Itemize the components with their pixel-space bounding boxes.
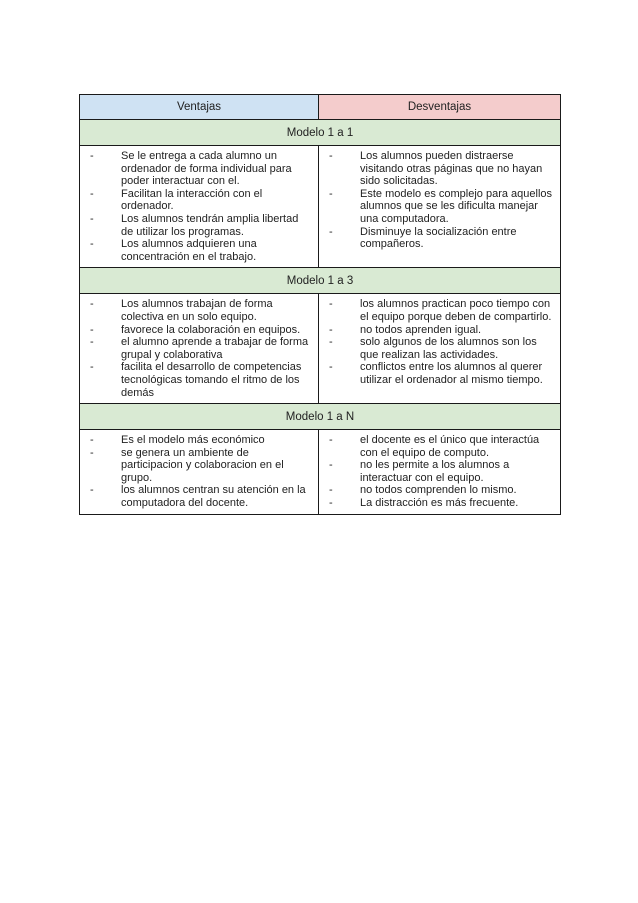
section-title: Modelo 1 a N: [80, 404, 561, 430]
desventajas-cell: [319, 430, 561, 515]
comparison-table: [79, 94, 561, 515]
list-item-text: Los alumnos trabajan de forma colectiva en un solo equipo.: [121, 298, 273, 323]
list-item: [319, 434, 554, 459]
bullet-dash: -: [329, 459, 333, 472]
bullet-dash: -: [90, 187, 94, 200]
header-desventajas: Desventajas: [319, 95, 561, 120]
list-item: [319, 497, 554, 510]
desventajas-cell: [319, 146, 561, 268]
list-item-text: solo algunos de los alumnos son los que realizan las actividades.: [360, 336, 537, 361]
desventajas-list: [319, 294, 560, 390]
bullet-dash: -: [90, 484, 94, 497]
list-item-text: La distracción es más frecuente.: [360, 497, 519, 510]
section-row: [80, 404, 561, 430]
bullet-dash: -: [329, 187, 333, 200]
section-title: Modelo 1 a 1: [80, 120, 561, 146]
ventajas-list: [80, 146, 318, 267]
section-content-row: [80, 146, 561, 268]
bullet-dash: -: [90, 212, 94, 225]
bullet-dash: -: [329, 150, 333, 162]
list-item: [319, 226, 554, 251]
list-item-text: Este modelo es complejo para aquellos alumnos que se les dificulta manejar una computadora.: [360, 187, 553, 225]
ventajas-list: [80, 294, 318, 403]
bullet-dash: -: [90, 361, 94, 374]
section-row: [80, 268, 561, 294]
section-row: [80, 120, 561, 146]
list-item-text: el alumno aprende a trabajar de forma grupal y colaborativa: [121, 336, 309, 361]
desventajas-cell: [319, 294, 561, 404]
list-item: [319, 188, 554, 226]
desventajas-list: [319, 146, 560, 255]
list-item-text: no todos comprenden lo mismo.: [360, 484, 517, 497]
list-item: [319, 336, 554, 361]
ventajas-list: [80, 430, 318, 514]
bullet-dash: -: [90, 298, 94, 311]
list-item-text: conflictos entre los alumnos al querer utilizar el ordenador al mismo tiempo.: [360, 361, 543, 386]
bullet-dash: -: [329, 497, 333, 510]
bullet-dash: -: [329, 434, 333, 447]
list-item: [80, 188, 312, 213]
list-item-text: se genera un ambiente de participacion y colaboracion en el grupo.: [121, 446, 284, 484]
list-item-text: el docente es el único que interactúa con el equipo de computo.: [360, 434, 540, 459]
list-item-text: Facilitan la interacción con el ordenador.: [121, 187, 263, 213]
bullet-dash: -: [329, 323, 333, 336]
list-item-text: los alumnos centran su atención en la computadora del docente.: [121, 484, 306, 510]
list-item-text: no todos aprenden igual.: [360, 323, 482, 336]
bullet-dash: -: [329, 336, 333, 349]
section-title: Modelo 1 a 3: [80, 268, 561, 294]
list-item-text: Los alumnos tendrán amplia libertad de utilizar los programas.: [121, 212, 299, 238]
list-item-text: Los alumnos adquieren una concentración en el trabajo.: [121, 238, 257, 263]
list-item: [80, 484, 312, 509]
bullet-dash: -: [90, 238, 94, 251]
list-item: [319, 324, 554, 337]
desventajas-list: [319, 430, 560, 514]
section-content-row: [80, 430, 561, 515]
section-content-row: [80, 294, 561, 404]
list-item: [319, 298, 554, 323]
ventajas-cell: [80, 430, 319, 515]
list-item-text: los alumnos practican poco tiempo con el equipo porque deben de compartirlo.: [360, 298, 552, 323]
header-ventajas: Ventajas: [80, 95, 319, 120]
list-item-text: Los alumnos pueden distraerse visitando otras páginas que no hayan sido solicitadas.: [360, 150, 543, 188]
list-item-text: no les permite a los alumnos a interactuar con el equipo.: [360, 459, 510, 484]
bullet-dash: -: [329, 361, 333, 374]
bullet-dash: -: [90, 336, 94, 349]
list-item: [80, 324, 312, 337]
list-item-text: Se le entrega a cada alumno un ordenador de forma individual para poder interactuar con el.: [121, 150, 292, 188]
header-row: [80, 95, 561, 120]
ventajas-cell: [80, 294, 319, 404]
bullet-dash: -: [329, 298, 333, 311]
list-item: [319, 484, 554, 497]
list-item-text: Disminuye la socialización entre compañeros.: [360, 225, 517, 251]
ventajas-cell: [80, 146, 319, 268]
bullet-dash: -: [329, 484, 333, 497]
list-item: [80, 150, 312, 188]
bullet-dash: -: [90, 150, 94, 162]
list-item: [80, 238, 312, 263]
list-item-text: favorece la colaboración en equipos.: [121, 323, 301, 336]
bullet-dash: -: [329, 225, 333, 238]
bullet-dash: -: [90, 323, 94, 336]
list-item: [319, 459, 554, 484]
list-item: [80, 336, 312, 361]
list-item: [319, 150, 554, 188]
list-item: [80, 361, 312, 399]
list-item-text: Es el modelo más económico: [121, 434, 265, 447]
list-item: [80, 213, 312, 238]
bullet-dash: -: [90, 446, 94, 459]
list-item: [80, 447, 312, 485]
list-item: [319, 361, 554, 386]
list-item-text: facilita el desarrollo de competencias tecnológicas tomando el ritmo de los demás: [121, 361, 302, 399]
list-item: [80, 434, 312, 447]
bullet-dash: -: [90, 434, 94, 447]
list-item: [80, 298, 312, 323]
